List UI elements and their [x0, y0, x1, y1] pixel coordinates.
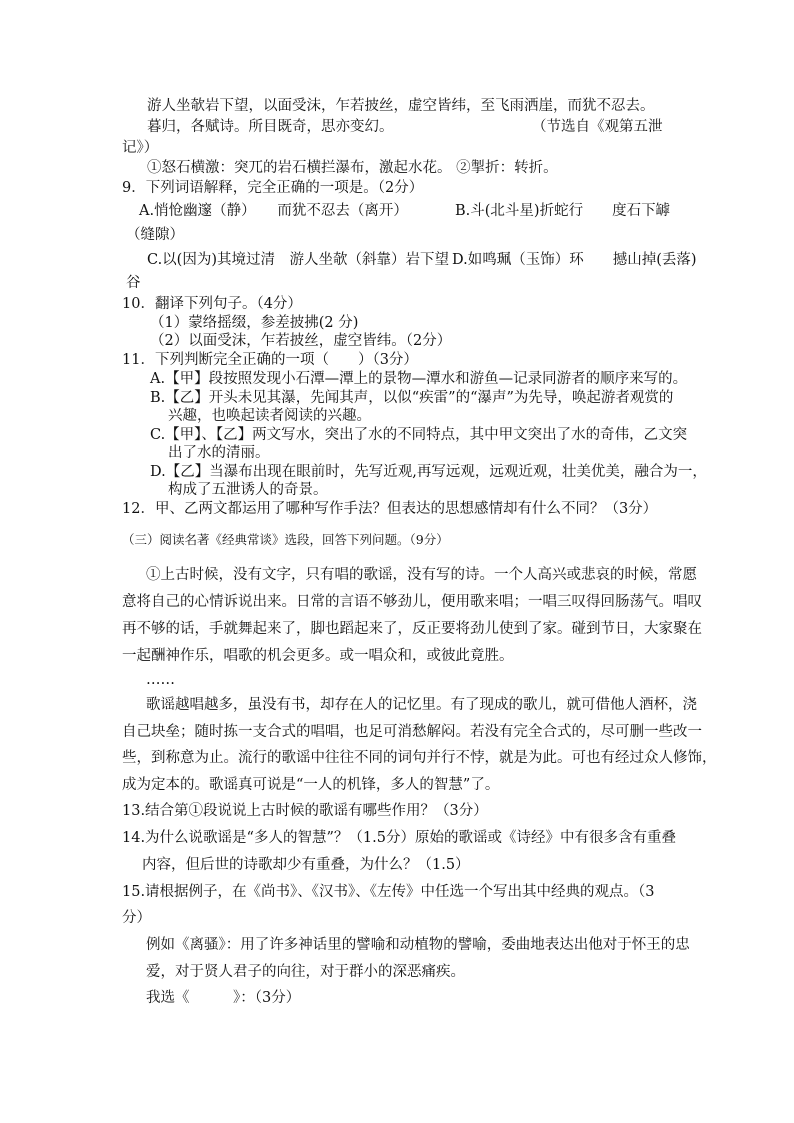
question-15-example: 例如《离骚》：用了许多神话里的譬喻和动植物的譬喻，委曲地表达出他对于怀王的忠: [146, 937, 690, 953]
question-15-example-cont: 爱，对于贤人君子的向往，对于群小的深恶痛疾。: [146, 964, 465, 980]
passage-notes: ①怒石横激：突兀的岩石横拦瀑布，激起水花。 ②掣折：转折。: [147, 160, 558, 176]
question-10-sentence-1: （1）蒙络摇缀，参差披拂(2 分): [150, 315, 359, 331]
question-11-option-c-cont: 出了水的清丽。: [168, 445, 270, 461]
question-12-stem: 12．甲、乙两文都运用了哪种写作手法？但表达的思想感情却有什么不同？（3分）: [122, 501, 658, 517]
reading-paragraph-1: 意将自己的心情诉说出来。日常的言语不够劲儿，便用歌来唱；一唱三叹得回肠荡气。唱叹: [122, 594, 702, 610]
question-11-option-c: C.【甲】、【乙】两文写水，突出了水的不同特点，其中甲文突出了水的奇伟，乙文突: [150, 427, 688, 443]
section-3-heading: （三）阅读名著《经典常谈》选段，回答下列问题。（9分）: [122, 532, 449, 547]
question-9-option-d: D.如鸣珮（玉饰）环 撼山掉(丢落): [452, 252, 697, 268]
question-15-stem-cont: 分）: [122, 910, 151, 926]
reading-paragraph-1: 再不够的话，手就舞起来了，脚也蹈起来了，反正要将劲儿使到了家。碰到节日，大家聚在: [122, 621, 702, 637]
passage-line: 游人坐欹岩下望，以面受沫，乍若披丝，虚空皆纬，至飞雨洒崖，而犹不忍去。: [147, 98, 655, 114]
question-11-option-b: B.【乙】开头未见其瀑，先闻其声，以似“疾雷”的“瀑声”为先导，唤起游者观赏的: [150, 390, 674, 406]
passage-source: （节选自《观第五泄: [532, 119, 663, 135]
question-15-answer-prompt: 我选《 》：（3分）: [146, 990, 301, 1006]
reading-paragraph-1: ①上古时候，没有文字，只有唱的歌谣，没有写的诗。一个人高兴或悲哀的时候，常愿: [146, 567, 697, 583]
reading-paragraph-2: 些，到称意为止。流行的歌谣中往往不同的词句并行不悖，就是为此。可也有经过众人修饰，: [122, 750, 717, 766]
question-9-option-b: B.斗(北斗星)折蛇行 度石下罅: [455, 203, 671, 219]
reading-paragraph-1: 一起酬神作乐，唱歌的机会更多。或一唱众和，或彼此竟胜。: [122, 648, 514, 664]
reading-paragraph-2: 成为定本的。歌谣真可说是“一人的机锋，多人的智慧”了。: [122, 777, 500, 793]
question-10-stem: 10．翻译下列句子。（4分）: [122, 296, 302, 312]
question-13-stem: 13.结合第①段说说上古时候的歌谣有哪些作用？（3分）: [122, 803, 488, 819]
question-9-option-d-wrap: 谷: [126, 275, 141, 291]
question-11-option-d: D.【乙】当瀑布出现在眼前时，先写近观,再写远观，远观近观，壮美优美，融合为一，: [150, 464, 707, 480]
reading-paragraph-2: 自己块垒；随时拣一支合式的唱唱，也足可消愁解闷。若没有完全合式的，尽可删一些改一: [122, 724, 702, 740]
question-15-stem: 15.请根据例子，在《尚书》、《汉书》、《左传》中任选一个写出其中经典的观点。（3: [122, 884, 655, 900]
question-11-option-a: A.【甲】段按照发现小石潭—潭上的景物—潭水和游鱼—记录同游者的顺序来写的。: [150, 371, 688, 387]
reading-paragraph-2: 歌谣越唱越多，虽没有书，却存在人的记忆里。有了现成的歌儿，就可借他人酒杯，浇: [146, 697, 697, 713]
question-9-option-c: C.以(因为)其境过清 游人坐欹（斜靠）岩下望: [147, 252, 449, 268]
question-9-option-b-wrap: （缝隙）: [126, 227, 184, 243]
ellipsis: ……: [146, 672, 175, 688]
question-11-stem: 11．下列判断完全正确的一项（ ）（3分）: [122, 352, 418, 368]
question-10-sentence-2: （2）以面受沫，乍若披丝，虚空皆纬。（2分）: [150, 333, 452, 349]
question-14-stem: 14.为什么说歌谣是“多人的智慧”？（1.5分）原始的歌谣或《诗经》中有很多含有重叠: [122, 830, 676, 846]
question-9-stem: 9．下列词语解释，完全正确的一项是。（2分）: [122, 180, 424, 196]
question-14-stem-cont: 内容，但后世的诗歌却少有重叠，为什么？（1.5）: [142, 857, 470, 873]
passage-source: 记》）: [122, 140, 159, 156]
passage-line: 暮归，各赋诗。所目既奇，思亦变幻。: [147, 119, 394, 135]
question-11-option-d-cont: 构成了五泄诱人的奇景。: [168, 482, 328, 498]
question-11-option-b-cont: 兴趣，也唤起读者阅读的兴趣。: [168, 408, 371, 424]
question-9-option-a: A.悄怆幽邃（静） 而犹不忍去（离开）: [139, 203, 408, 219]
